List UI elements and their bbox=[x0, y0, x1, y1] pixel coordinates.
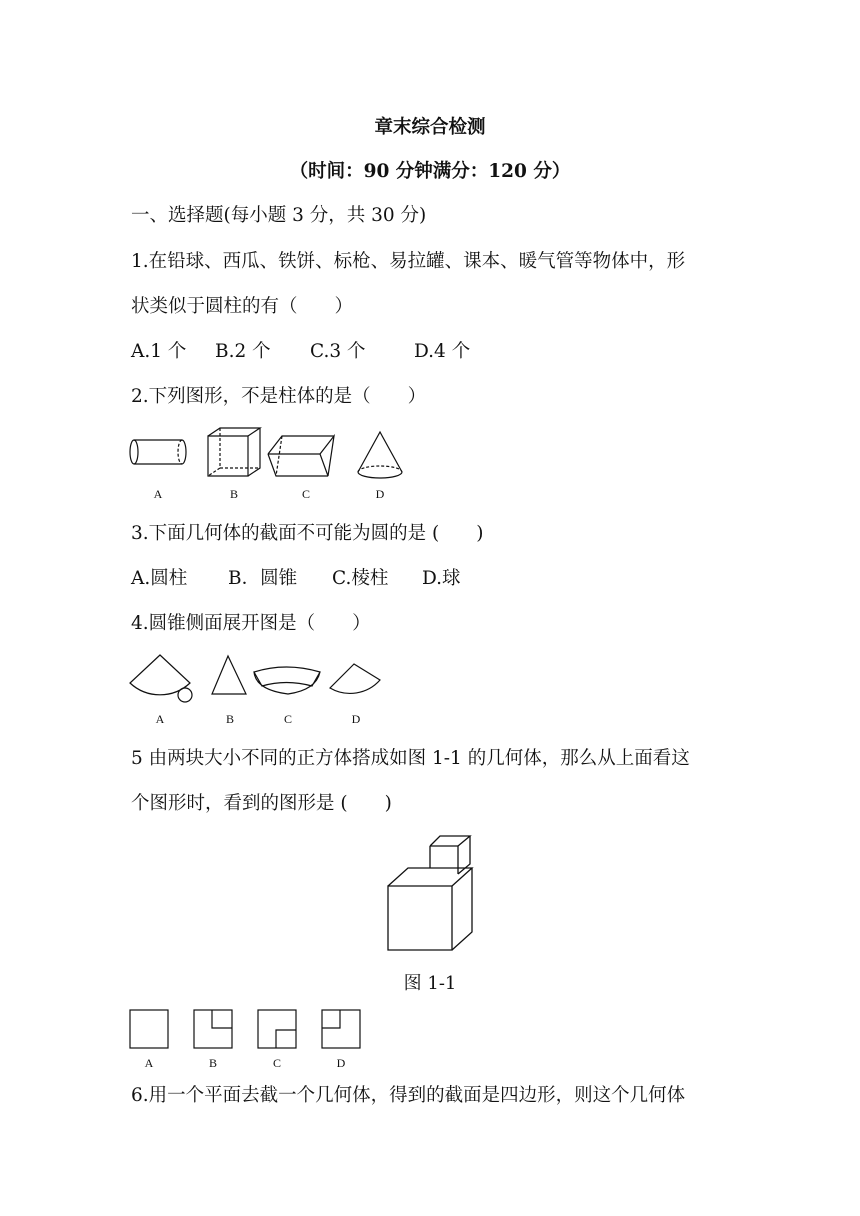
q4-label-a: A bbox=[155, 712, 165, 726]
section-heading: 一、选择题(每小题 3 分，共 30 分) bbox=[131, 205, 427, 226]
figure-1-1 bbox=[384, 834, 476, 954]
q5-label-b: B bbox=[208, 1056, 218, 1070]
q3-option-d[interactable]: D.球 bbox=[422, 568, 461, 589]
q1-options bbox=[131, 340, 470, 364]
q1-option-d[interactable]: D.4 个 bbox=[414, 341, 471, 362]
q4-label-d: D bbox=[351, 712, 361, 726]
q4-sector-shape bbox=[330, 664, 380, 693]
q1-option-a[interactable]: A.1 个 bbox=[131, 341, 187, 362]
q5-label-d: D bbox=[336, 1056, 346, 1070]
q2-prism-shape bbox=[268, 436, 334, 476]
q3-option-c[interactable]: C.棱柱 bbox=[332, 568, 389, 589]
q3-options bbox=[131, 567, 461, 591]
q2-label-b: B bbox=[229, 487, 239, 501]
q5-figures bbox=[128, 1008, 368, 1072]
q4-annular-shape bbox=[254, 667, 320, 694]
q5-option-d-shape bbox=[322, 1010, 360, 1048]
figure-1-1-caption: 图 1-1 bbox=[403, 973, 457, 994]
q5-option-a-shape bbox=[130, 1010, 168, 1048]
q1-line2: 状类似于圆柱的有（ ） bbox=[131, 296, 354, 317]
q4-triangle-shape bbox=[212, 656, 246, 694]
q2-cone-shape bbox=[358, 432, 402, 478]
q5-line1: 5 由两块大小不同的正方体搭成如图 1-1 的几何体，那么从上面看这 bbox=[131, 748, 690, 769]
q2-cube-shape bbox=[208, 428, 260, 476]
page-subtitle: （时间：90 分钟满分：120 分） bbox=[289, 161, 571, 182]
q5-option-b-shape bbox=[194, 1010, 232, 1048]
q2-figures bbox=[128, 426, 418, 506]
q4-label-c: C bbox=[283, 712, 293, 726]
q2-label-c: C bbox=[301, 487, 311, 501]
q5-option-c-shape bbox=[258, 1010, 296, 1048]
q3-text: 3.下面几何体的截面不可能为圆的是 ( ) bbox=[131, 523, 484, 544]
page-title: 章末综合检测 bbox=[374, 117, 486, 138]
q2-label-a: A bbox=[153, 487, 163, 501]
q2-cylinder-shape bbox=[130, 440, 186, 464]
q4-sector-circle-shape bbox=[130, 655, 192, 702]
q1-option-b[interactable]: B.2 个 bbox=[215, 341, 271, 362]
q5-label-c: C bbox=[272, 1056, 282, 1070]
q4-figures bbox=[128, 650, 388, 730]
q4-label-b: B bbox=[225, 712, 235, 726]
q4-text: 4.圆锥侧面展开图是（ ） bbox=[131, 613, 371, 634]
q1-option-c[interactable]: C.3 个 bbox=[310, 341, 366, 362]
q3-option-a[interactable]: A.圆柱 bbox=[131, 568, 188, 589]
q5-label-a: A bbox=[144, 1056, 154, 1070]
q5-line2: 个图形时，看到的图形是 ( ) bbox=[131, 793, 392, 814]
q6-line1: 6.用一个平面去截一个几何体，得到的截面是四边形，则这个几何体 bbox=[131, 1085, 686, 1106]
q2-label-d: D bbox=[375, 487, 385, 501]
q3-option-b[interactable]: B．圆锥 bbox=[228, 568, 298, 589]
q1-line1: 1.在铅球、西瓜、铁饼、标枪、易拉罐、课本、暖气管等物体中，形 bbox=[131, 251, 686, 272]
q2-text: 2.下列图形，不是柱体的是（ ） bbox=[131, 386, 427, 407]
